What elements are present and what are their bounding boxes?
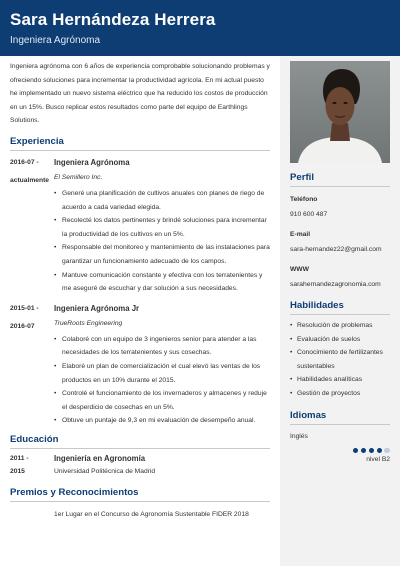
job-company: TrueRoots Engineering <box>54 319 123 327</box>
education-heading: Educación <box>10 434 270 449</box>
skill-item: • Evaluación de suelos <box>290 333 390 347</box>
level-dot-filled <box>361 448 367 454</box>
job-date-start: 2015-01 - <box>10 304 39 312</box>
job-date-end: 2016-07 <box>10 322 35 330</box>
education-date-start: 2011 - <box>10 454 29 462</box>
profile-heading: Perfil <box>290 172 390 187</box>
skill-item: • Habilidades analíticas <box>290 373 390 387</box>
level-dot-empty <box>384 448 390 454</box>
website-value[interactable]: sarahernandezagronomia.com <box>290 281 381 288</box>
job-bullet: • Generé una planificación de cultivos anuales con planes de riego de acuerdo a cada variedad elegida. <box>54 187 270 214</box>
skill-item: • Resolución de problemas <box>290 319 390 333</box>
education-dates <box>10 452 54 478</box>
skills-list <box>290 319 390 401</box>
candidate-title: Ingeniera Agrónoma <box>10 35 101 46</box>
email-value[interactable]: sara-hernandez22@gmail.com <box>290 246 382 253</box>
job-bullet: • Responsable del monitoreo y mantenimiento de las instalaciones para garantizar un funcionamiento adecuado de los campos. <box>54 241 270 268</box>
job-body <box>54 154 270 296</box>
job-bullet: • Obtuve un puntaje de 9,3 en mi evaluación de desempeño anual. <box>54 414 270 428</box>
job-entry <box>10 300 270 428</box>
job-entry <box>10 154 270 296</box>
main-column <box>0 56 280 566</box>
language-level-dots <box>290 448 390 454</box>
candidate-name: Sara Hernándeza Herrera <box>10 10 216 29</box>
education-school: Universidad Politécnica de Madrid <box>54 467 156 475</box>
job-date-end: actualmente <box>10 176 50 184</box>
phone-label: Teléfono <box>290 196 318 203</box>
job-bullet-list <box>54 187 270 296</box>
phone-value: 910 600 487 <box>290 211 328 218</box>
job-title: Ingeniera Agrónoma <box>54 157 130 167</box>
skills-heading: Habilidades <box>290 300 390 315</box>
summary-text: Ingeniera agrónoma con 6 años de experiencia comprobable solucionando problemas y ofreciendo soluciones para incrementar la productividad agrícola. En mi actual puesto he implementado un nuevo sistema eléctrico que ha reducido los costos de producción en un 15%. Busco replicar estos resultados como parte del equipo de Earthlings Solutions. <box>10 63 270 125</box>
experience-heading: Experiencia <box>10 136 270 151</box>
website-label: WWW <box>290 266 309 273</box>
job-bullet: • Recolecté los datos pertinentes y brindé soluciones para incrementar la productividad de los cultivos en un 5%. <box>54 214 270 241</box>
email-label: E-mail <box>290 231 311 238</box>
education-body <box>54 452 270 478</box>
job-bullet-list <box>54 333 270 428</box>
level-dot-filled <box>353 448 359 454</box>
profile-photo <box>290 61 390 163</box>
skill-item: • Gestión de proyectos <box>290 387 390 401</box>
job-company: El Semillero Inc. <box>54 173 103 181</box>
language-level-label: nivel B2 <box>366 456 390 464</box>
sidebar <box>280 56 400 566</box>
resume-header <box>0 0 400 56</box>
level-dot-filled <box>377 448 383 454</box>
education-date-end: 2015 <box>10 467 25 475</box>
skill-item: • Conocimiento de fertilizantes sustentables <box>290 346 390 373</box>
level-dot-filled <box>369 448 375 454</box>
job-bullet: • Elaboré un plan de comercialización el cual elevó las ventas de los productos en un 10% durante el 2015. <box>54 360 270 387</box>
job-title: Ingeniera Agrónoma Jr <box>54 303 140 313</box>
education-entry <box>10 452 270 478</box>
job-bullet: • Colaboré con un equipo de 3 ingenieros senior para atender a las necesidades de los terratenientes y sus cosechas. <box>54 333 270 360</box>
languages-heading: Idiomas <box>290 410 390 425</box>
job-body <box>54 300 270 428</box>
education-degree: Ingeniería en Agronomía <box>54 453 146 463</box>
language-name: Inglés <box>290 432 308 440</box>
job-dates <box>10 300 54 428</box>
job-date-start: 2016-07 - <box>10 158 39 166</box>
job-dates <box>10 154 54 296</box>
award-item: 1er Lugar en el Concurso de Agronomía Sustentable FIDER 2018 <box>54 510 249 518</box>
job-bullet: • Controlé el funcionamiento de los invernaderos y almacenes y reduje el desperdicio de cosechas en un 5%. <box>54 387 270 414</box>
job-bullet: • Mantuve comunicación constante y efectiva con los terratenientes y me aseguré de escuchar y dar solución a sus necesidades. <box>54 269 270 296</box>
awards-heading: Premios y Reconocimientos <box>10 487 270 502</box>
